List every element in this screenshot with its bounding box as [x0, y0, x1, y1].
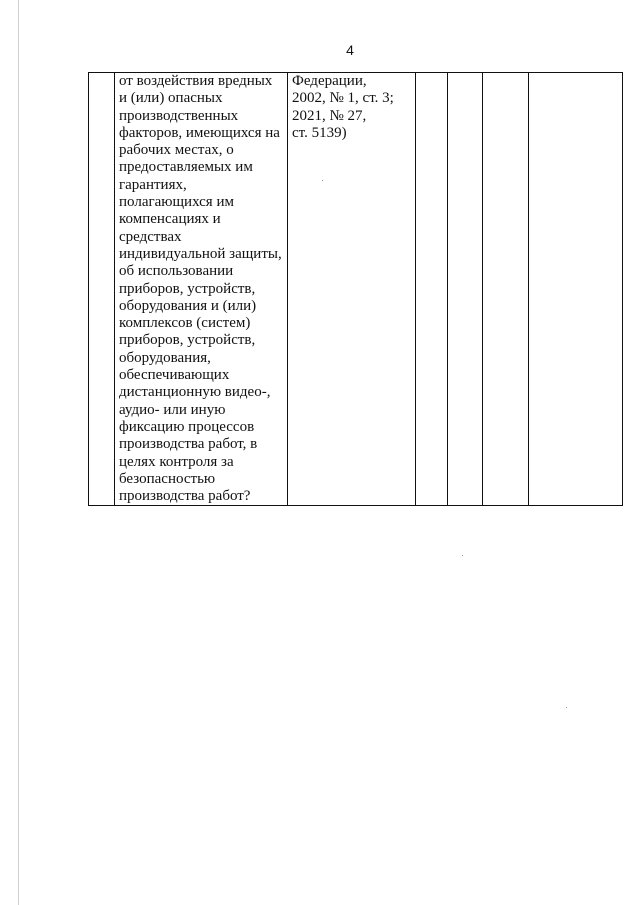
question-line: гарантиях, — [119, 176, 187, 193]
law-reference-line: Федерации, — [292, 73, 367, 89]
question-line: аудио- или иную — [119, 401, 226, 418]
question-line: приборов, устройств, — [119, 280, 256, 297]
question-line: производства работ, в — [119, 436, 258, 453]
page-edge-line — [18, 0, 19, 905]
law-reference-line: ст. 5139) — [292, 124, 347, 141]
question-line: оборудования и (или) — [119, 297, 257, 314]
question-line: рабочих местах, о — [119, 142, 234, 159]
question-line: оборудования, — [119, 349, 211, 366]
question-line: дистанционную видео-, — [119, 384, 271, 401]
page-number: 4 — [346, 42, 354, 58]
question-line: фиксацию процессов — [119, 418, 255, 435]
table-row — [89, 73, 623, 506]
question-line: приборов, устройств, — [119, 332, 256, 349]
scan-speck — [462, 555, 463, 556]
scan-speck — [322, 180, 323, 181]
question-cell — [115, 73, 288, 506]
scan-speck — [566, 707, 567, 708]
question-line: об использовании — [119, 263, 234, 280]
question-line: индивидуальной защиты, — [119, 245, 282, 262]
question-line: целях контроля за — [119, 453, 234, 470]
question-line: средствах — [119, 228, 182, 245]
question-line: производственных — [119, 107, 239, 124]
answer-yes-cell — [416, 73, 448, 506]
question-line: комплексов (систем) — [119, 315, 251, 332]
question-line: безопасностью — [119, 470, 216, 487]
question-line: производства работ? — [119, 488, 251, 505]
law-reference-line: 2021, № 27, — [292, 107, 367, 124]
question-line: компенсациях и — [119, 211, 221, 228]
answer-not-applicable-cell — [483, 73, 529, 506]
law-reference-cell — [288, 73, 416, 506]
answer-no-cell — [448, 73, 483, 506]
question-line: предоставляемых им — [119, 159, 253, 176]
question-line: полагающихся им — [119, 194, 234, 211]
question-line: от воздействия вредных — [119, 73, 273, 89]
question-line: обеспечивающих — [119, 367, 230, 384]
note-cell — [529, 73, 623, 506]
row-number-cell — [89, 73, 115, 506]
question-line: и (или) опасных — [119, 90, 223, 107]
law-reference-line: 2002, № 1, ст. 3; — [292, 90, 394, 107]
checklist-table — [88, 72, 623, 506]
question-line: факторов, имеющихся на — [119, 124, 280, 141]
